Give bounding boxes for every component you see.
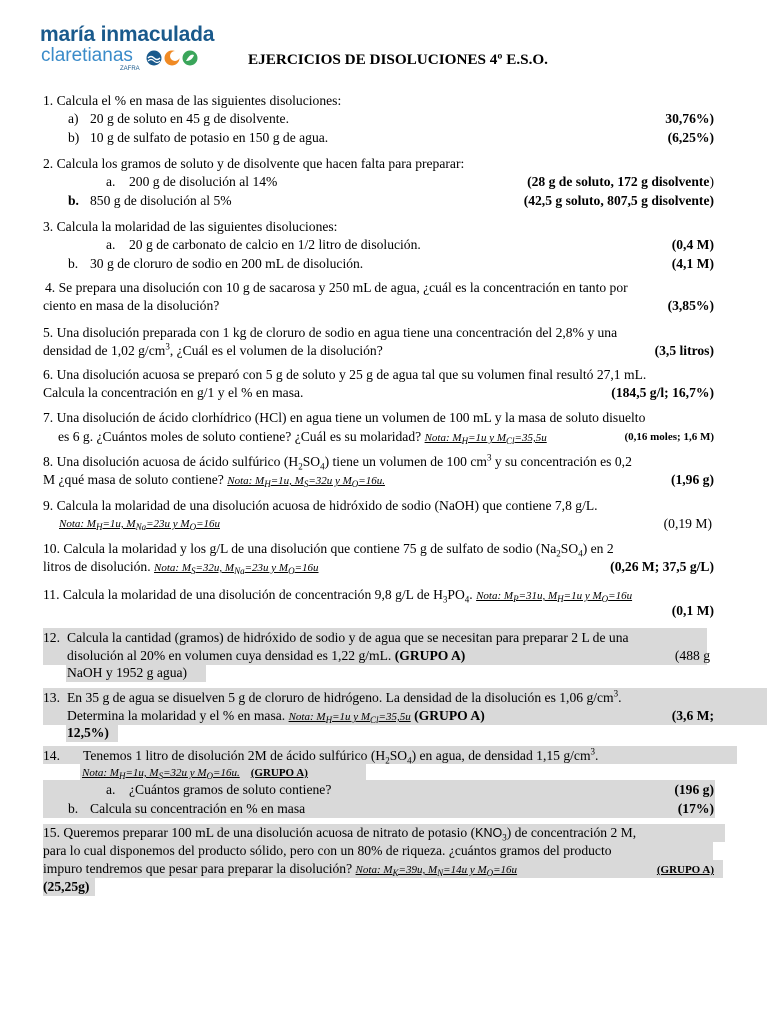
ex11-note: Nota: $M_P=31u$, $M_H=1u$ y $M_O=16u$: [476, 590, 633, 605]
ex6-line2: Calcula la concentración en g/1 y el % en masa.: [43, 385, 304, 400]
logo-city: ZAFRA: [120, 66, 140, 72]
ex5-superscript: 3: [165, 341, 170, 352]
ex12-line3: NaOH y 1952 g agua): [67, 665, 188, 680]
ex15-line3: [43, 860, 517, 879]
ex1-question: 1. Calcula el % en masa de las siguientes disoluciones:: [43, 93, 342, 108]
ex13-number: 13.: [43, 690, 60, 705]
ex7-line1: 7. Una disolución de ácido clorhídrico (HCl) en agua tiene un volumen de 100 mL y la masa de soluto disuelto: [43, 410, 646, 425]
ex12-grupo: (GRUPO A): [394, 648, 466, 663]
ex14-number: 14.: [43, 748, 60, 763]
ex15-note: Nota: $M_K=39u$, $M_N=14u$ y $M_O=16u$: [355, 864, 518, 879]
ex12-line2-text: disolución al 20% en volumen cuya densidad es 1,22 g/mL.: [67, 648, 392, 663]
ex15-grupo: (GRUPO A): [656, 864, 714, 876]
ex3-question: 3. Calcula la molaridad de las siguientes disoluciones:: [43, 219, 338, 234]
ex13-line3: 12,5%): [67, 725, 109, 740]
ex12-line1: Calcula la cantidad (gramos) de hidróxido de sodio y de agua que se necesitan para preparar 2 L de una: [67, 630, 629, 645]
ex5-line2-b: , ¿Cuál es el volumen de la disolución?: [169, 343, 383, 358]
ex4-line1: 4. Se prepara una disolución con 10 g de sacarosa y 250 mL de agua, ¿cuál es la concentración en tanto por: [45, 280, 628, 295]
ex3-b-label: b.: [68, 256, 79, 271]
ex13-line1: En 35 g de agua se disuelven 5 g de cloruro de hidrógeno. La densidad de la disolución es 1,06 $g/cm^3$.: [67, 688, 622, 705]
ex3-a-answer: (0,4 M): [671, 237, 714, 252]
ex15-line2: para lo cual disponemos del producto sólido, pero con un 80% de riqueza. ¿cuántos gramos del producto: [43, 843, 612, 858]
ex10-line1: 10. Calcula la molaridad y los g/L de una disolución que contiene 75 g de sulfato de sodio $(Na_2SO_4)$ en 2: [43, 541, 614, 559]
ex2-a-answer-close: ): [709, 174, 714, 189]
ex2-b-label: b.: [68, 193, 79, 208]
ex10-answer: (0,26 M; 37,5 g/L): [610, 559, 714, 574]
ex1-b-label: b): [68, 130, 80, 145]
ex1-b-text: 10 g de sulfato de potasio en 150 g de agua.: [90, 130, 329, 145]
ex9-answer: (0,19 M): [663, 516, 712, 531]
ex2-a-label: a.: [106, 174, 116, 189]
ex13-line2: [67, 707, 485, 726]
ex7-note: Nota: $M_H=1u$ y $M_{Cl}=35,5u$: [424, 432, 547, 447]
ex10-line2-text: litros de disolución.: [43, 559, 151, 574]
ex13-grupo: (GRUPO A): [414, 708, 485, 723]
ex10-line2: [43, 558, 319, 577]
ex10-note: Nota: $M_S=32u$, $M_{Na}=23u$ y $M_O=16u$: [154, 562, 319, 577]
ex4-answer: (3,85%): [667, 298, 714, 313]
ex12-line2: [67, 647, 465, 665]
ex11-line1: 11. Calcula la molaridad de una disolución de concentración 9,8 g/L de $H_3PO_4$. Nota: $M_P=31u$, $M_H=1u$ y $M_O=16u$: [43, 587, 633, 605]
logo-name: maría inmaculada: [40, 23, 215, 46]
ex14-line1: Tenemos 1 litro de disolución 2M de ácido sulfúrico $(H_2SO_4)$ en agua, de densidad 1,15 $g/cm^3$.: [83, 746, 599, 766]
ex5-line2: [43, 342, 383, 360]
ex14-b-answer: (17%): [677, 801, 714, 816]
ex13-line2-text: Determina la molaridad y el % en masa.: [67, 708, 286, 723]
ex14-b-text: Calcula su concentración en % en masa: [90, 801, 306, 816]
ex15-answer: (25,25g): [43, 879, 90, 894]
ex7-line2: [58, 428, 547, 447]
ex13-answer-start: (3,6 M;: [671, 708, 714, 723]
ex6-answer: (184,5 g/l; 16,7%): [611, 385, 714, 400]
ex2-a-text: 200 g de disolución al 14%: [129, 174, 278, 189]
ex9-note: Nota: $M_H=1u$, $M_{Na}=23u$ y $M_O=16u$: [59, 518, 220, 533]
ex14-a-label: a.: [106, 782, 116, 797]
ex7-line2-text: es 6 g. ¿Cuántos moles de soluto contiene? ¿Cuál es su molaridad?: [58, 429, 422, 444]
ex8-note: Nota: $M_H=1u$, $M_S=32u$ y $M_O=16u$.: [227, 475, 385, 490]
ex14-a-answer: (196 g): [674, 782, 714, 797]
ex12-answer-start: (488 g: [674, 648, 710, 663]
ex2-a-answer-text: (28 g de soluto, 172 g disolvente: [527, 174, 710, 189]
ex8-line2-text: M ¿qué masa de soluto contiene?: [43, 472, 224, 487]
ex8-line1: 8. Una disolución acuosa de ácido sulfúrico $(H_2SO_4)$ tiene un volumen de 100 $cm^3$ y su concentración es 0,2: [43, 452, 632, 472]
ex15-line1: 15. Queremos preparar 100 mL de una disolución acuosa de nitrato de potasio $(KNO_3)$ de concentración 2 M,: [43, 825, 637, 843]
ex8-line2: [43, 471, 385, 490]
ex5-answer: (3,5 litros): [654, 343, 714, 358]
ex1-a-label: a): [68, 111, 79, 126]
ex11-answer: (0,1 M): [671, 603, 714, 618]
ex8-answer: (1,96 g): [670, 472, 714, 487]
ex2-b-answer: (42,5 g soluto, 807,5 g disolvente): [523, 193, 714, 208]
ex3-a-text: 20 g de carbonato de calcio en 1/2 litro de disolución.: [129, 237, 421, 252]
ex2-b-text: 850 g de disolución al 5%: [90, 193, 232, 208]
ex1-b-answer: (6,25%): [667, 130, 714, 145]
ex9-line1: 9. Calcula la molaridad de una disolución acuosa de hidróxido de sodio (NaOH) que contiene 7,8 g/L.: [43, 498, 598, 513]
ex13-note: Nota: $M_H=1u$ y $M_{Cl}=35,5u$: [288, 711, 411, 726]
worksheet-title: EJERCICIOS DE DISOLUCIONES 4º E.S.O.: [248, 51, 548, 68]
ex15-line3-text: impuro tendremos que pesar para preparar la disolución?: [43, 861, 353, 876]
ex7-answer: (0,16 moles; 1,6 M): [624, 431, 714, 443]
ex14-a-text: ¿Cuántos gramos de soluto contiene?: [129, 782, 332, 797]
ex14-grupo: (GRUPO A): [250, 767, 308, 779]
ex2-question: 2. Calcula los gramos de soluto y de disolvente que hacen falta para preparar:: [43, 156, 465, 171]
ex14-note: Nota: $M_H=1u$, $M_S=32u$ y $M_O=16u$.: [82, 767, 240, 782]
ex4-line2: ciento en masa de la disolución?: [43, 298, 220, 313]
logo-subname: claretianas: [41, 45, 133, 66]
ex3-b-answer: (4,1 M): [671, 256, 714, 271]
ex1-a-text: 20 g de soluto en 45 g de disolvente.: [90, 111, 289, 126]
ex12-number: 12.: [43, 630, 60, 645]
ex14-b-label: b.: [68, 801, 79, 816]
ex3-b-text: 30 g de cloruro de sodio en 200 mL de disolución.: [90, 256, 364, 271]
ex3-a-label: a.: [106, 237, 116, 252]
ex5-line2-a: densidad de 1,02 g/cm: [43, 343, 166, 358]
school-logo: [40, 24, 230, 76]
ex1-a-answer: 30,76%): [665, 111, 714, 126]
ex2-a-answer: [527, 173, 714, 191]
logo-emblem-icons: [146, 50, 226, 66]
ex6-line1: 6. Una disolución acuosa se preparó con 5 g de soluto y 25 g de agua tal que su volumen final resultó 27,1 mL.: [43, 367, 647, 382]
ex5-line1: 5. Una disolución preparada con 1 kg de cloruro de sodio en agua tiene una concentración del 2,8% y una: [43, 325, 618, 340]
ex14-note-line: [82, 764, 308, 782]
